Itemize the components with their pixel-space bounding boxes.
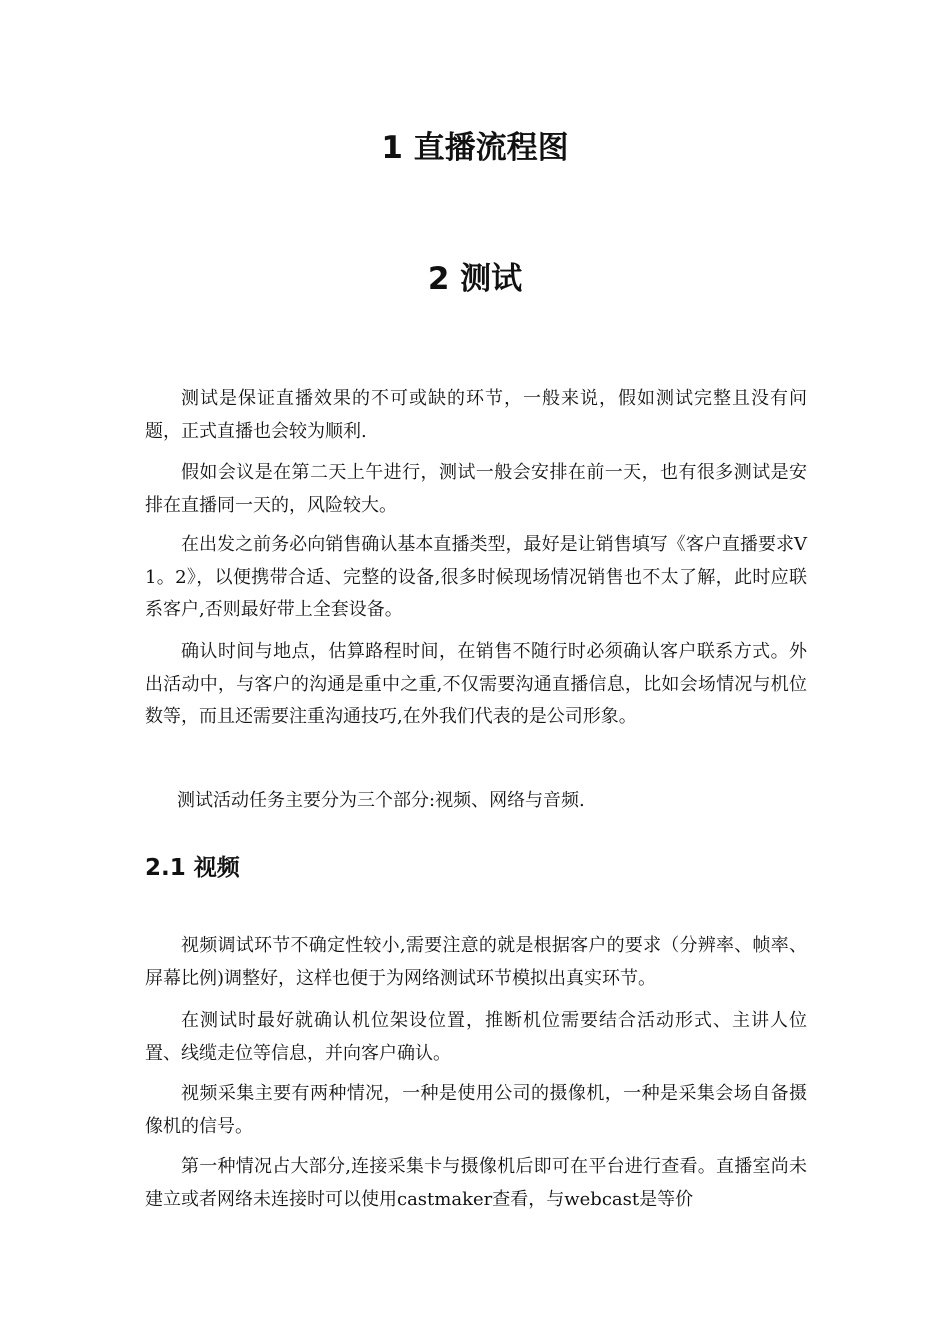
paragraph-test-preparation: 在出发之前务必向销售确认基本直播类型，最好是让销售填写《客户直播要求V1。2》，以便携带合适、完整的设备,很多时候现场情况销售也不太了解，此时应联系客户,否则最好带上全套设备。 [145,534,807,620]
paragraph-video-capture-card: 第一种情况占大部分,连接采集卡与摄像机后即可在平台进行查看。直播室尚未建立或者网络未连接时可以使用castmaker查看，与webcast是等价 [145,1156,807,1210]
heading-live-flowchart: 1 直播流程图 [381,130,569,166]
heading-video: 2.1 视频 [145,855,240,881]
heading-testing: 2 测试 [427,261,523,297]
paragraph-video-adjust: 视频调试环节不确定性较小,需要注意的就是根据客户的要求（分辨率、帧率、屏幕比例)调整好，这样也便于为网络测试环节模拟出真实环节。 [145,935,807,989]
paragraph-test-intro: 测试是保证直播效果的不可或缺的环节，一般来说，假如测试完整且没有问题，正式直播也会较为顺利. [145,388,807,442]
paragraph-video-camera-position: 在测试时最好就确认机位架设位置，推断机位需要结合活动形式、主讲人位置、线缆走位等信息，并向客户确认。 [145,1010,807,1064]
paragraph-test-tasks: 测试活动任务主要分为三个部分:视频、网络与音频. [177,790,585,811]
paragraph-video-capture: 视频采集主要有两种情况，一种是使用公司的摄像机，一种是采集会场自备摄像机的信号。 [145,1083,807,1137]
paragraph-test-schedule: 假如会议是在第二天上午进行，测试一般会安排在前一天，也有很多测试是安排在直播同一天的，风险较大。 [145,462,807,516]
paragraph-test-communication: 确认时间与地点，估算路程时间，在销售不随行时必须确认客户联系方式。外出活动中，与客户的沟通是重中之重,不仅需要沟通直播信息，比如会场情况与机位数等，而且还需要注重沟通技巧,在外我们代表的是公司形象。 [145,641,807,727]
